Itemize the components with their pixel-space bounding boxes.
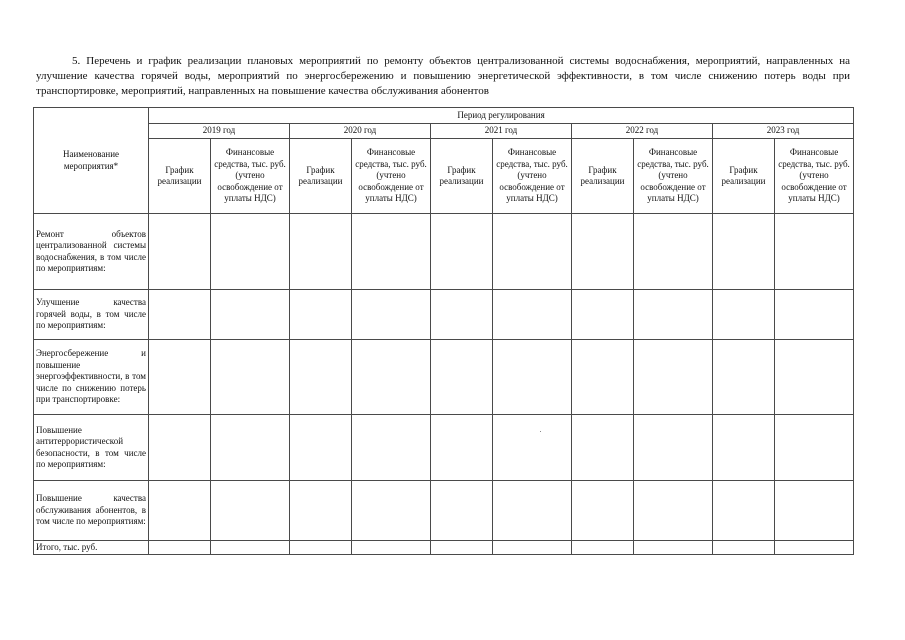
table-row — [34, 415, 854, 481]
plan-table — [33, 107, 854, 555]
table-cell — [713, 340, 775, 415]
table-cell — [211, 541, 290, 555]
table-cell — [290, 481, 352, 541]
schedule-header-3: График реализации — [572, 139, 634, 214]
table-cell — [211, 214, 290, 290]
finance-header-3: Финансовые средства, тыс. руб. (учтено освобождение от уплаты НДС) — [634, 139, 713, 214]
year-header-0: 2019 год — [149, 124, 290, 139]
table-cell — [290, 340, 352, 415]
table-cell — [775, 214, 854, 290]
row-label: Энергосбережение и повышение энергоэффективности, в том числе по снижению потерь при транспортировке: — [34, 340, 149, 415]
table-cell — [634, 541, 713, 555]
table-cell — [211, 481, 290, 541]
table-body — [34, 214, 854, 555]
table-cell — [352, 290, 431, 340]
table-cell — [713, 481, 775, 541]
row-label: Улучшение качества горячей воды, в том числе по мероприятиям: — [34, 290, 149, 340]
table-cell — [572, 481, 634, 541]
table-cell — [634, 481, 713, 541]
table-cell — [493, 415, 572, 481]
table-cell — [211, 415, 290, 481]
year-header-row — [34, 124, 854, 139]
table-cell — [775, 340, 854, 415]
schedule-header-4: График реализации — [713, 139, 775, 214]
table-cell — [352, 481, 431, 541]
name-column-header: Наименование мероприятия* — [34, 108, 149, 214]
table-cell — [572, 340, 634, 415]
table-cell — [431, 481, 493, 541]
row-label: Повышение антитеррористической безопасности, в том числе по мероприятиям: — [34, 415, 149, 481]
table-cell — [493, 290, 572, 340]
table-cell — [211, 340, 290, 415]
schedule-header-2: График реализации — [431, 139, 493, 214]
row-label: Повышение качества обслуживания абонентов, в том числе по мероприятиям: — [34, 481, 149, 541]
table-cell — [634, 290, 713, 340]
year-header-4: 2023 год — [713, 124, 854, 139]
table-cell — [713, 290, 775, 340]
finance-header-0: Финансовые средства, тыс. руб. (учтено освобождение от уплаты НДС) — [211, 139, 290, 214]
schedule-header-1: График реализации — [290, 139, 352, 214]
table-cell — [572, 541, 634, 555]
table-cell — [149, 290, 211, 340]
table-cell — [493, 340, 572, 415]
table-cell — [572, 214, 634, 290]
table-cell — [290, 290, 352, 340]
table-cell — [572, 290, 634, 340]
table-cell — [634, 415, 713, 481]
table-cell — [431, 340, 493, 415]
table-cell — [713, 214, 775, 290]
table-cell — [431, 541, 493, 555]
row-label: Итого, тыс. руб. — [34, 541, 149, 555]
table-row — [34, 481, 854, 541]
table-cell — [149, 541, 211, 555]
table-cell — [493, 481, 572, 541]
table-cell — [775, 415, 854, 481]
table-cell — [775, 541, 854, 555]
table-cell — [572, 415, 634, 481]
period-header: Период регулирования — [149, 108, 854, 124]
year-header-1: 2020 год — [290, 124, 431, 139]
table-row — [34, 214, 854, 290]
table-cell — [431, 415, 493, 481]
table-cell — [431, 214, 493, 290]
table-cell — [431, 290, 493, 340]
scan-speck — [540, 431, 541, 432]
table-cell — [352, 340, 431, 415]
schedule-header-0: График реализации — [149, 139, 211, 214]
table-cell — [493, 214, 572, 290]
finance-header-2: Финансовые средства, тыс. руб. (учтено освобождение от уплаты НДС) — [493, 139, 572, 214]
table-cell — [290, 541, 352, 555]
table-cell — [634, 214, 713, 290]
table-cell — [493, 541, 572, 555]
table-row — [34, 340, 854, 415]
document-caption: 5. Перечень и график реализации плановых мероприятий по ремонту объектов централизованной системы водоснабжения, мероприятий, направленных на улучшение качества горячей воды, мероприятий по энергосбережению и повышению энергетической эффективности, в том числе снижению потерь воды при транспортировке, мероприятий, направленных на повышение качества обслуживания абонентов — [36, 55, 850, 97]
table-cell — [775, 481, 854, 541]
table-cell — [775, 290, 854, 340]
total-row — [34, 541, 854, 555]
year-header-3: 2022 год — [572, 124, 713, 139]
table-cell — [149, 415, 211, 481]
year-header-2: 2021 год — [431, 124, 572, 139]
table-cell — [352, 214, 431, 290]
table-row — [34, 290, 854, 340]
finance-header-1: Финансовые средства, тыс. руб. (учтено освобождение от уплаты НДС) — [352, 139, 431, 214]
table-cell — [149, 214, 211, 290]
table-cell — [634, 340, 713, 415]
table-cell — [211, 290, 290, 340]
table-cell — [290, 415, 352, 481]
table-cell — [149, 481, 211, 541]
table-cell — [713, 415, 775, 481]
sub-header-row — [34, 139, 854, 214]
table-cell — [352, 415, 431, 481]
finance-header-4: Финансовые средства, тыс. руб. (учтено освобождение от уплаты НДС) — [775, 139, 854, 214]
table-cell — [290, 214, 352, 290]
table-cell — [149, 340, 211, 415]
row-label: Ремонт объектов централизованной системы водоснабжения, в том числе по мероприятиям: — [34, 214, 149, 290]
table-cell — [713, 541, 775, 555]
table-cell — [352, 541, 431, 555]
